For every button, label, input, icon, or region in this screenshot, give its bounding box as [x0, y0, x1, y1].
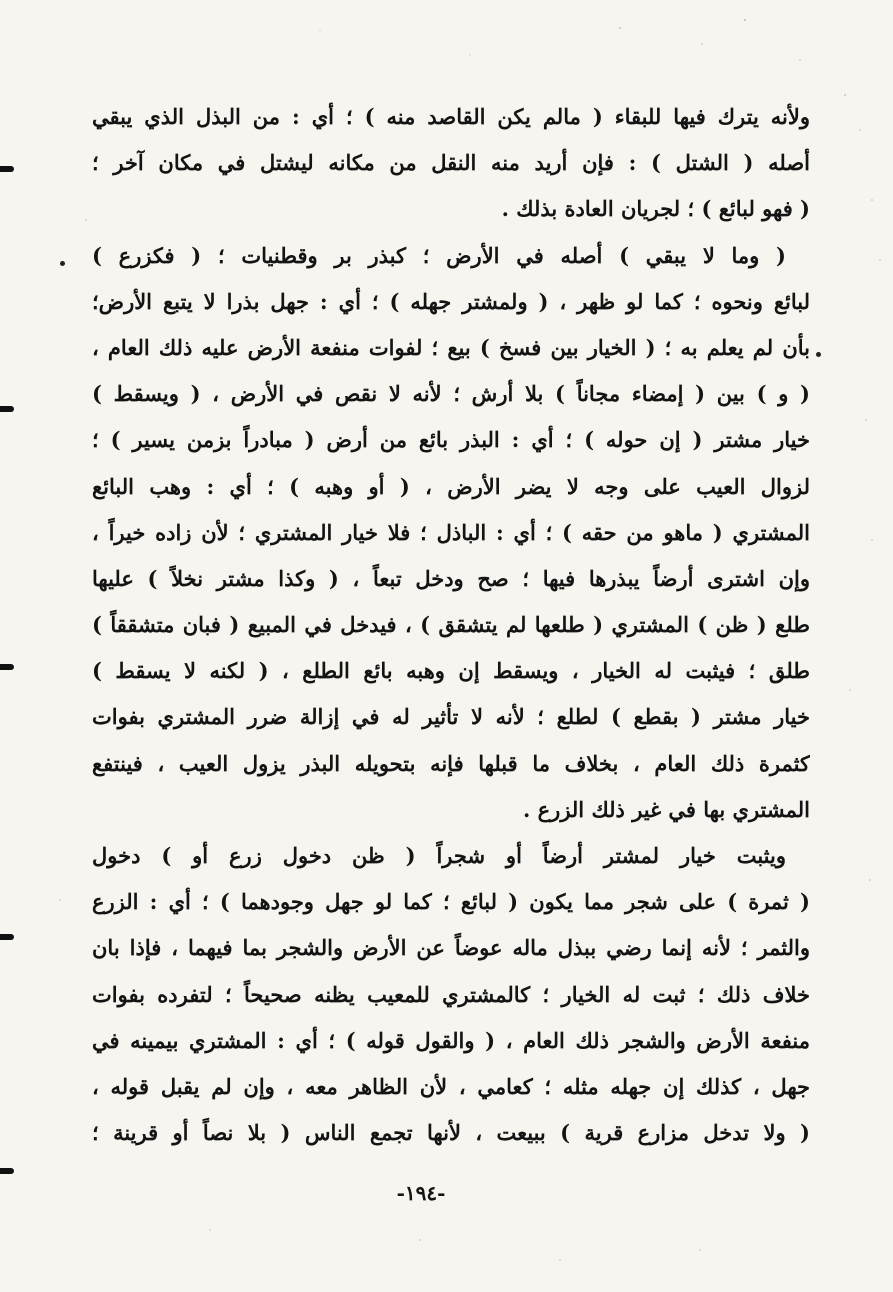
text-line: ( وما لا يبقي ) أصله في الأرض ؛ كبذر بر وقطنيات ؛ ( فكزرع ) [92, 242, 786, 268]
text-line: جهل ، كذلك إن جهله مثله ؛ كعامي ، لأن الظاهر معه ، وإن لم يقبل قوله ، [92, 1073, 810, 1099]
text-line: المشتري ( ماهو من حقه ) ؛ أي : الباذل ؛ فلا خيار المشتري ؛ لأن زاده خيراً ، [92, 519, 810, 545]
page-number: -١٩٤- [396, 1181, 446, 1205]
text-line: كثمرة ذلك العام ، بخلاف ما قبلها فإنه بتحويله البذر يزول العيب ، فينتفع [92, 750, 810, 776]
text-line: منفعة الأرض والشجر ذلك العام ، ( والقول قوله ) ؛ أي : المشتري بيمينه في [92, 1027, 810, 1053]
text-line: ( و ) بين ( إمضاء مجاناً ) بلا أرش ؛ لأنه لا نقص في الأرض ، ( ويسقط ) [92, 381, 810, 407]
margin-dot [816, 352, 821, 357]
text-line: لبائع ونحوه ؛ كما لو ظهر ، ( ولمشتر جهله ) ؛ أي : جهل بذرا لا يتبع الأرض؛ [92, 288, 810, 314]
text-line: المشتري بها في غير ذلك الزرع . [523, 796, 810, 822]
binding-mark [0, 664, 14, 670]
binding-mark [0, 166, 14, 172]
text-line: ( فهو لبائع ) ؛ لجريان العادة بذلك . [501, 196, 810, 222]
text-line: طلع ( ظن ) المشتري ( طلعها لم يتشقق ) ، فيدخل في المبيع ( فبان متشققاً ) [92, 612, 810, 638]
text-line: وإن اشترى أرضاً يبذرها فيها ؛ صح ودخل تبعاً ، ( وكذا مشتر نخلاً ) عليها [92, 565, 810, 591]
text-line: لزوال العيب على وجه لا يضر الأرض ، ( أو وهبه ) ؛ أي : وهب البائع [92, 473, 810, 499]
text-line: والثمر ؛ لأنه إنما رضي ببذل ماله عوضاً عن الأرض والشجر بما فيهما ، فإذا بان [92, 935, 810, 961]
text-line: ( ولا تدخل مزارع قرية ) ببيعت ، لأنها تجمع الناس ( بلا نصاً أو قرينة ؛ [92, 1120, 810, 1146]
text-line: خيار مشتر ( إن حوله ) ؛ أي : البذر بائع من أرض ( مبادراً بزمن يسير ) ؛ [92, 427, 810, 453]
margin-dot [60, 261, 65, 266]
binding-mark [0, 1168, 14, 1174]
binding-mark [0, 934, 14, 940]
text-line: طلق ؛ فيثبت له الخيار ، ويسقط إن وهبه بائع الطلع ، ( لكنه لا يسقط ) [92, 658, 810, 684]
body-text [92, 94, 810, 1156]
text-line: أصله ( الشتل ) : فإن أريد منه النقل من مكانه ليشتل في مكان آخر ؛ [92, 150, 810, 176]
binding-mark [0, 406, 14, 412]
text-line: ( ثمرة ) على شجر مما يكون ( لبائع ؛ كما لو جهل وجودهما ) ؛ أي : الزرع [92, 889, 810, 915]
text-line: خلاف ذلك ؛ ثبت له الخيار ؛ كالمشتري للمعيب يظنه صحيحاً ؛ لتفرده بفوات [92, 981, 810, 1007]
text-line: ويثبت خيار لمشتر أرضاً أو شجراً ( ظن دخول زرع أو ) دخول [92, 843, 786, 868]
text-line: خيار مشتر ( بقطع ) لطلع ؛ لأنه لا تأثير له في إزالة ضرر المشتري بفوات [92, 704, 810, 730]
text-line: ولأنه يترك فيها للبقاء ( مالم يكن القاصد منه ) ؛ أي : من البذل الذي يبقي [92, 104, 810, 129]
text-line: بأن لم يعلم به ؛ ( الخيار بين فسخ ) بيع ؛ لفوات منفعة الأرض عليه ذلك العام ، [92, 334, 810, 360]
